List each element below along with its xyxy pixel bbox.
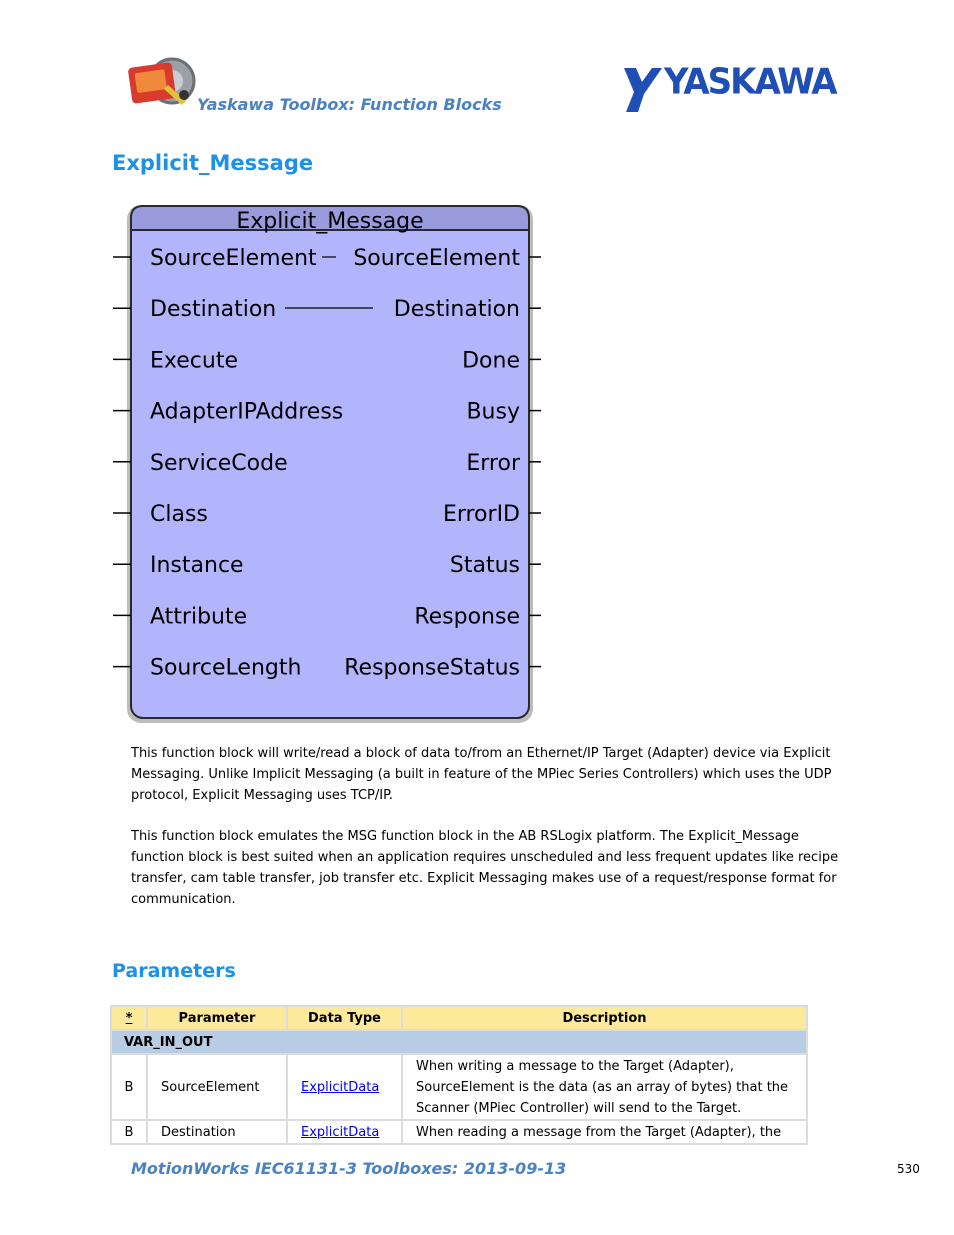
column-header-star[interactable]: * <box>112 1007 146 1029</box>
toolbox-logo <box>128 55 200 111</box>
description-paragraph: This function block emulates the MSG function block in the AB RSLogix platform. The Explicit_Message function block is best suited when an application requires unscheduled and less frequent updates like recipe transfer, cam table transfer, job transfer etc. Explicit Messaging makes use of a request/response format for communication. <box>131 829 839 907</box>
section-label: VAR_IN_OUT <box>112 1031 806 1053</box>
header-title: Yaskawa Toolbox: Function Blocks <box>197 95 502 114</box>
footer-title: MotionWorks IEC61131-3 Toolboxes: 2013-09-13 <box>131 1159 567 1178</box>
param-name: SourceElement <box>148 1055 286 1119</box>
section-row <box>112 1031 806 1053</box>
output-label: Destination <box>393 297 520 323</box>
page-number: 530 <box>897 1162 920 1176</box>
table-row <box>112 1121 806 1143</box>
output-label: SourceElement <box>353 246 520 271</box>
column-header-parameter: Parameter <box>148 1007 286 1029</box>
data-type-link[interactable]: ExplicitData <box>301 1124 380 1140</box>
param-description: When reading a message from the Target (Adapter), the <box>403 1121 806 1143</box>
parameters-table <box>110 1005 808 1145</box>
output-label: Done <box>462 348 520 374</box>
param-type-cell <box>288 1055 401 1119</box>
function-block-title: Explicit_Message <box>236 209 424 234</box>
output-label: ErrorID <box>442 502 520 527</box>
output-label: Error <box>466 450 520 476</box>
data-type-link[interactable]: ExplicitData <box>301 1079 380 1095</box>
param-kind: B <box>112 1055 146 1119</box>
description-paragraph: This function block will write/read a block of data to/from an Ethernet/IP Target (Adapter) device via Explicit Messaging. Unlike Implicit Messaging (a built in feature of the MPiec Series Controllers) which uses the UDP protocol, Explicit Messaging uses TCP/IP. <box>131 746 832 803</box>
brand-name: YASKAWA <box>664 61 836 103</box>
input-label: Execute <box>150 348 238 374</box>
param-description: When writing a message to the Target (Adapter), SourceElement is the data (as an array of bytes) that the Scanner (MPiec Controller) will send to the Target. <box>403 1055 806 1119</box>
output-label: Status <box>449 553 520 579</box>
input-label: Attribute <box>150 604 248 630</box>
param-type-cell <box>288 1121 401 1143</box>
table-row <box>112 1055 806 1119</box>
table-header-row <box>112 1007 806 1029</box>
input-label: ServiceCode <box>150 450 288 476</box>
param-kind: B <box>112 1121 146 1143</box>
page-title: Explicit_Message <box>112 151 314 175</box>
input-label: Class <box>150 502 208 527</box>
column-header-description: Description <box>403 1007 806 1029</box>
output-label: Busy <box>466 399 520 425</box>
input-label: SourceLength <box>150 655 302 681</box>
output-label: ResponseStatus <box>344 655 520 681</box>
parameters-heading: Parameters <box>112 960 236 982</box>
param-name: Destination <box>148 1121 286 1143</box>
column-header-data-type: Data Type <box>288 1007 401 1029</box>
input-label: Destination <box>150 297 277 323</box>
input-label: SourceElement <box>150 246 317 271</box>
output-label: Response <box>414 604 520 630</box>
input-label: Instance <box>150 553 244 579</box>
input-label: AdapterIPAddress <box>150 399 344 425</box>
function-block-diagram <box>110 200 550 728</box>
